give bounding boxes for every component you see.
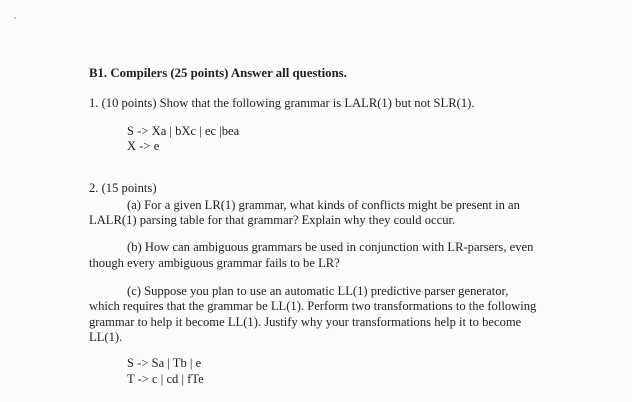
q1-grammar-line-2: X -> e [127, 139, 160, 153]
q2-grammar-line-2: T -> c | cd | fTe [127, 372, 204, 386]
q2a-line-2: LALR(1) parsing table for that grammar? Explain why they could occur. [89, 213, 456, 227]
q2-grammar-line-1: S -> Sa | Tb | e [127, 356, 202, 370]
q2c-line-2: which requires that the grammar be LL(1). Perform two transformations to the following [89, 299, 537, 313]
q2b-line-2: though every ambiguous grammar fails to be LR? [89, 256, 340, 270]
q2c-line-3: grammar to help it become LL(1). Justify why your transformations help it to become [89, 315, 522, 329]
q2c-line-4: LL(1). [89, 330, 123, 344]
q2c-line-1: (c) Suppose you plan to use an automatic LL(1) predictive parser generator, [127, 284, 509, 298]
scan-speck [14, 17, 16, 19]
section-heading: B1. Compilers (25 points) Answer all questions. [89, 66, 347, 80]
q2b-line-1: (b) How can ambiguous grammars be used in conjunction with LR-parsers, even [127, 240, 534, 254]
question-2-intro: 2. (15 points) [89, 181, 157, 195]
question-1: 1. (10 points) Show that the following grammar is LALR(1) but not SLR(1). [89, 96, 475, 110]
q2a-line-1: (a) For a given LR(1) grammar, what kinds of conflicts might be present in an [127, 198, 520, 212]
q1-grammar-line-1: S -> Xa | bXc | ec |bea [127, 124, 240, 138]
